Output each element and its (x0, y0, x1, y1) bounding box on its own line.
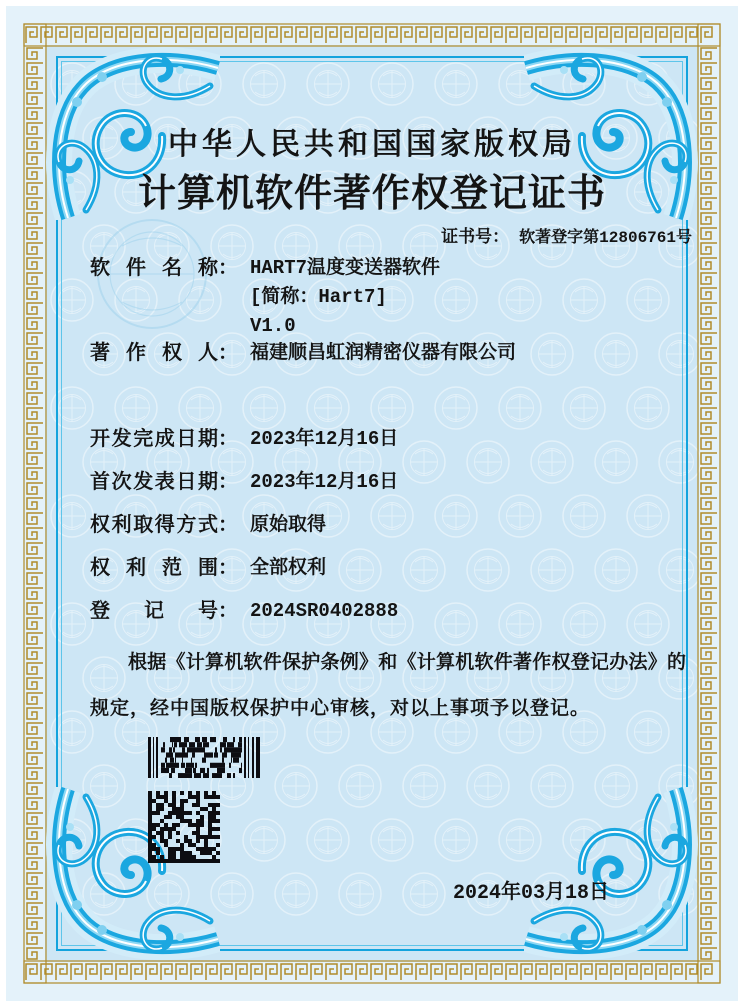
certificate-number-label: 证书号： (441, 227, 510, 246)
field-colon: ： (218, 428, 238, 450)
first-publish-date-value: 2023年12月16日 (250, 471, 399, 493)
field-label: 开发完成日期 (90, 428, 218, 450)
certificate-number (441, 222, 692, 247)
field-value (250, 254, 440, 341)
field-colon: ： (218, 257, 238, 279)
field-label: 权利范围 (90, 557, 218, 579)
field-label: 著作权人 (90, 342, 218, 364)
barcode (148, 737, 260, 778)
software-version-line: V1.0 (250, 315, 296, 337)
field-colon: ： (218, 557, 238, 579)
statement-line-2: 规定，经中国版权保护中心审核，对以上事项予以登记。 (90, 698, 591, 719)
field-row-rights-acquisition (90, 512, 326, 540)
registration-number-value: 2024SR0402888 (250, 600, 399, 622)
field-row-software-name (90, 255, 440, 341)
software-name-line: HART7温度变送器软件 (250, 257, 441, 279)
datamatrix-code (148, 791, 221, 864)
statement-line-1: 根据《计算机软件保护条例》和《计算机软件著作权登记办法》的 (128, 652, 686, 673)
field-row-first-publish-date (90, 469, 398, 497)
rights-scope-value: 全部权利 (250, 557, 327, 579)
software-shortname-line: [简称：Hart7] (250, 286, 387, 308)
authority-title: 中华人民共和国国家版权局 (168, 128, 576, 161)
field-row-dev-complete-date (90, 426, 398, 454)
copyright-owner-value: 福建顺昌虹润精密仪器有限公司 (250, 342, 517, 364)
field-row-copyright-owner (90, 340, 516, 368)
field-label: 登记号 (90, 600, 218, 622)
dev-complete-date-value: 2023年12月16日 (250, 428, 399, 450)
field-colon: ： (218, 514, 238, 536)
field-label: 软件名称 (90, 257, 218, 279)
field-colon: ： (218, 342, 238, 364)
registration-statement (90, 640, 686, 732)
field-colon: ： (218, 471, 238, 493)
field-label: 首次发表日期 (90, 471, 218, 493)
field-colon: ： (218, 600, 238, 622)
rights-acquisition-value: 原始取得 (250, 514, 327, 536)
issue-date: 2024年03月18日 (452, 882, 609, 905)
field-row-rights-scope (90, 555, 326, 583)
certificate-number-value: 软著登字第12806761号 (519, 229, 692, 247)
field-label: 权利取得方式 (90, 514, 218, 536)
certificate-title: 计算机软件著作权登记证书 (137, 173, 606, 215)
field-row-registration-number (90, 598, 398, 626)
